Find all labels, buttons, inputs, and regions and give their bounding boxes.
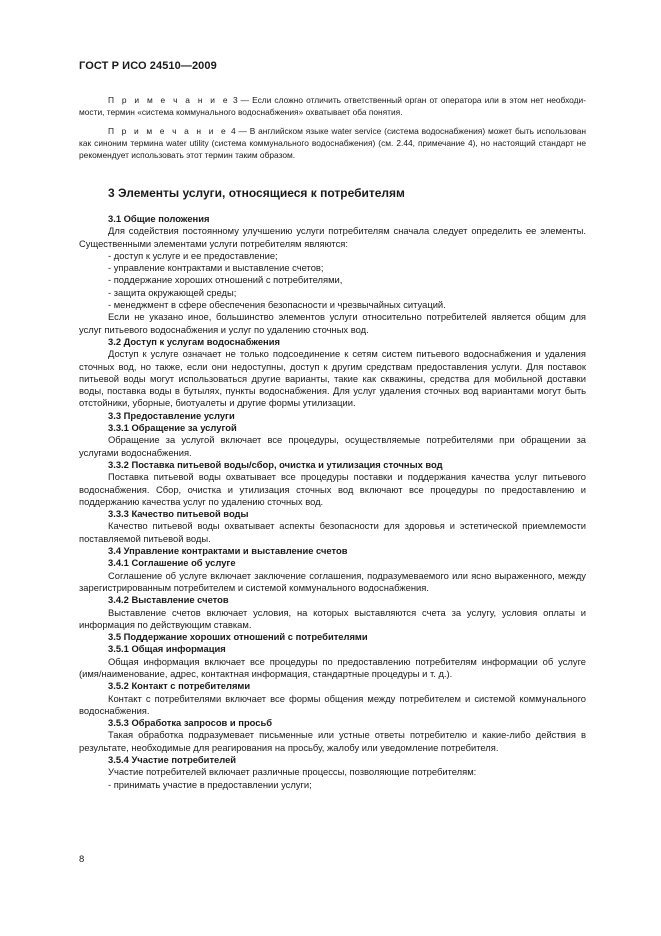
list-item: - поддержание хороших отношений с потребителями,: [108, 274, 343, 286]
paragraph: Выставление счетов включает условия, на которых выставляются счета за услугу, условия оплаты и информация по действующим ставкам.: [79, 606, 586, 630]
subsection-heading: 3.4.2 Выставление счетов: [108, 594, 229, 606]
paragraph: Общая информация включает все процедуры по предоставлению потребителям информации об услуге (имя/наименование, адрес, контактная информация, стандартные процедуры и т. д.).: [79, 655, 586, 679]
list-item: - защита окружающей среды;: [108, 286, 237, 298]
paragraph: Контакт с потребителями включает все формы общения между потребителем и системой коммунального водоснабжения.: [79, 692, 586, 716]
paragraph: Обращение за услугой включает все процедуры, осуществляемые потребителями при обращении за услугами водоснабжения.: [79, 434, 586, 458]
list-item: - принимать участие в предоставлении услуги;: [108, 778, 312, 790]
document-header: ГОСТ Р ИСО 24510—2009: [79, 60, 217, 72]
subsection-heading: 3.5.1 Общая информация: [108, 643, 226, 655]
paragraph: Доступ к услуге означает не только подсоединение к сетям систем питьевого водоснабжения и удаления сточных вод, но также, если они недоступны, доступ к другим средствам предоставления услуги. Для поставок питьевой воды могут использоваться другие варианты, такие как скважины, средства для мобильной доставки воды, поставка воды в бутылях, пункты водоснабжения. Для услуг удаления сточных вод вариантами могут быть отстойники, уборные, биотуалеты и другие формы утилизации.: [79, 348, 586, 409]
note-text: 3 — Если сложно отличить ответственный орган от оператора или в этом нет необходимости, термин «система коммунального водоснабжения» охватывает оба понятия.: [79, 95, 586, 117]
subsection-heading: 3.5 Поддержание хороших отношений с потребителями: [108, 631, 368, 643]
paragraph: Качество питьевой воды охватывает аспекты безопасности для здоровья и эстетической приемлемости поставляемой питьевой воды.: [79, 520, 586, 544]
note-3: [79, 94, 586, 118]
subsection-heading: 3.5.3 Обработка запросов и просьб: [108, 717, 273, 729]
paragraph: Соглашение об услуге включает заключение соглашения, подразумеваемого или ясно выраженного, между зарегистрированным потребителем и системой коммунального водоснабжения.: [79, 569, 586, 593]
subsection-heading: 3.1 Общие положения: [108, 213, 210, 224]
paragraph: Участие потребителей включает различные процессы, позволяющие потребителям:: [108, 766, 477, 778]
subsection-heading: 3.4 Управление контрактами и выставление счетов: [108, 545, 348, 557]
section-body: [79, 213, 586, 791]
paragraph: Для содействия постоянному улучшению услуги потребителям сначала следует определить ее элементы. Существенными элементами услуги потребителям являются:: [79, 225, 586, 249]
note-text: 4 — В английском языке water service (система водоснабжения) может быть использован как синоним термина water utility (система коммунального водоснабжения) (см. 2.44, примечание 4), но настоящий стандарт не рекомендует использовать этот термин таким образом.: [79, 126, 587, 160]
subsection-heading: 3.5.4 Участие потребителей: [108, 754, 237, 766]
subsection-heading: 3.2 Доступ к услугам водоснабжения: [108, 335, 280, 347]
page-content: [79, 94, 586, 791]
list-item: - управление контрактами и выставление счетов;: [108, 262, 324, 274]
note-4: [79, 125, 586, 161]
page-number: 8: [79, 854, 85, 865]
paragraph: Поставка питьевой воды охватывает все процедуры поставки и поддержания качества услуг питьевого водоснабжения. Сбор, очистка и утилизация сточных вод включают все процедуры по предоставлению и поддержанию качества услуг по удалению сточных вод.: [79, 471, 586, 507]
note-label: П р и м е ч а н и е: [108, 95, 230, 105]
subsection-heading: 3.3.1 Обращение за услугой: [108, 422, 237, 434]
paragraph: Если не указано иное, большинство элементов услуги относительно потребителей является общим для услуг питьевого водоснабжения и услуг по удалению сточных вод.: [79, 311, 586, 335]
list-item: - доступ к услуге и ее предоставление;: [108, 249, 278, 261]
section-title: 3 Элементы услуги, относящиеся к потребителям: [108, 186, 405, 200]
list-item: - менеджмент в сфере обеспечения безопасности и чрезвычайных ситуаций.: [108, 299, 446, 311]
paragraph: Такая обработка подразумевает письменные или устные ответы потребителю и какие-либо действия в результате, необходимые для реагирования на просьбу, жалобу или уведомление потребителя.: [79, 729, 586, 753]
note-label: П р и м е ч а н и е: [108, 126, 229, 136]
subsection-heading: 3.3.3 Качество питьевой воды: [108, 508, 249, 520]
subsection-heading: 3.4.1 Соглашение об услуге: [108, 557, 236, 569]
subsection-heading: 3.3.2 Поставка питьевой воды/сбор, очистка и утилизация сточных вод: [108, 458, 443, 470]
subsection-heading: 3.5.2 Контакт с потребителями: [108, 680, 251, 692]
subsection-heading: 3.3 Предоставление услуги: [108, 409, 235, 421]
